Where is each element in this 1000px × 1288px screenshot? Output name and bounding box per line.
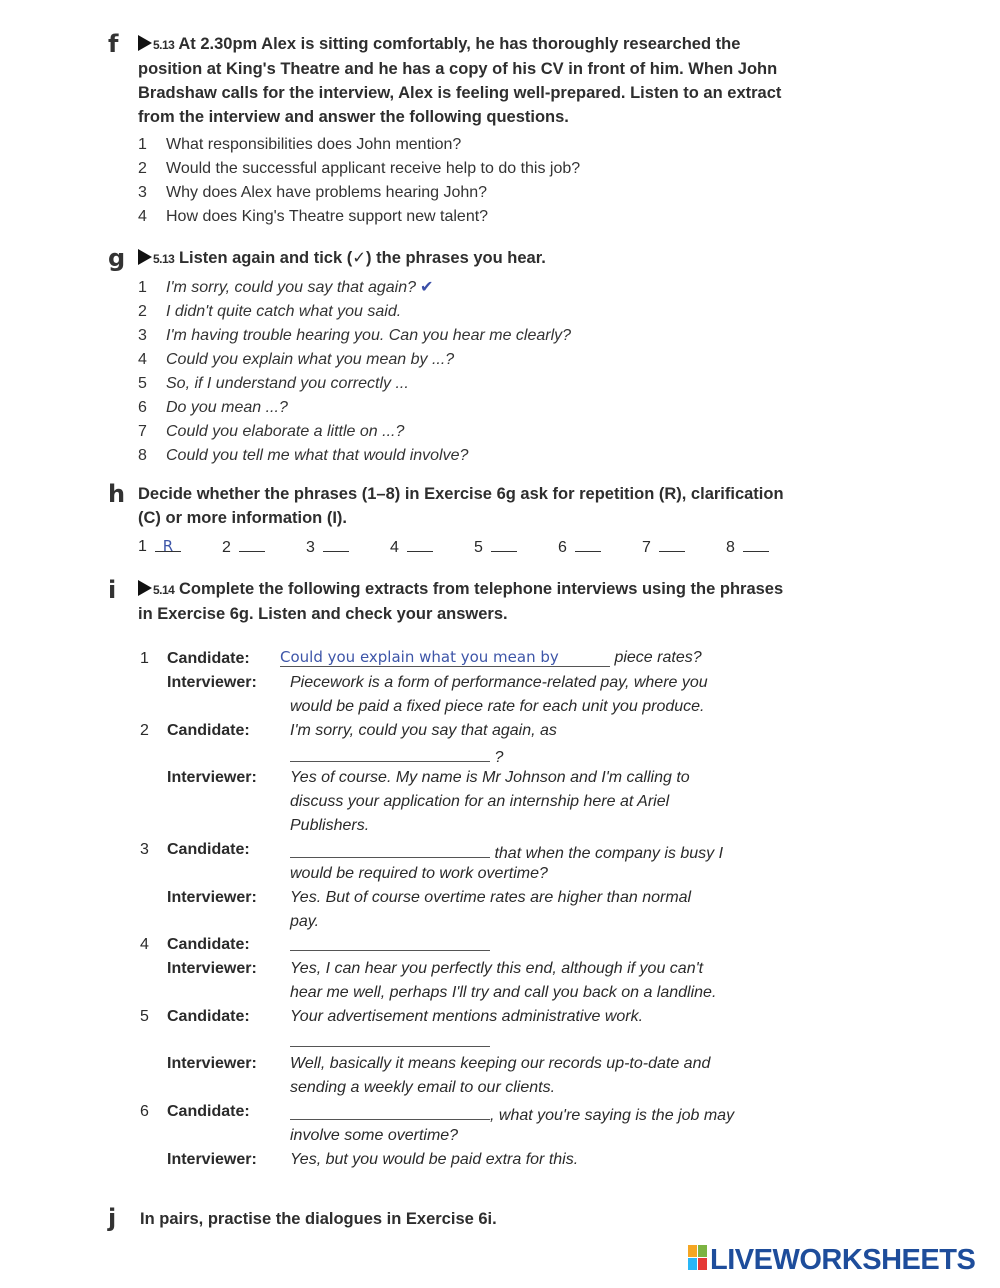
answer-input[interactable] bbox=[290, 934, 490, 951]
section-letter: g bbox=[108, 244, 126, 272]
dialogue-number: 4 bbox=[140, 936, 149, 953]
phrase-item[interactable] bbox=[138, 372, 571, 396]
phrase-list bbox=[138, 276, 571, 468]
answer-number: 4 bbox=[390, 539, 399, 556]
phrase-text: Could you tell me what that would involve? bbox=[166, 447, 469, 464]
interviewer-text: sending a weekly email to our clients. bbox=[290, 1079, 556, 1096]
interviewer-text: Yes. But of course overtime rates are higher than normal bbox=[290, 889, 692, 906]
phrase-text: I'm having trouble hearing you. Can you hear me clearly? bbox=[166, 327, 572, 344]
dialogue-number: 5 bbox=[140, 1008, 149, 1025]
play-icon[interactable] bbox=[138, 35, 152, 51]
candidate-label: Candidate: bbox=[167, 1103, 250, 1120]
candidate-line bbox=[290, 1030, 490, 1052]
candidate-label: Candidate: bbox=[167, 650, 250, 667]
answer-slot bbox=[558, 537, 601, 557]
phrase-number: 1 bbox=[138, 279, 147, 296]
phrase-text: Do you mean ...? bbox=[166, 399, 288, 416]
interviewer-text: would be paid a fixed piece rate for each unit you produce. bbox=[290, 698, 705, 715]
candidate-line bbox=[290, 841, 723, 863]
checkmark-icon: ✔ bbox=[420, 279, 434, 296]
instruction-text: At 2.30pm Alex is sitting comfortably, he has thoroughly researched the position at King's Theatre and he has a copy of his CV in front of him. When John Bradshaw calls for the interview, Alex is feeling well-prepared. Listen to an extract from the interview and answer the following questions. bbox=[138, 35, 782, 126]
candidate-text: would be required to work overtime? bbox=[290, 865, 548, 882]
track-number: 5.14 bbox=[153, 583, 175, 597]
phrase-text: I didn't quite catch what you said. bbox=[166, 303, 402, 320]
candidate-label: Candidate: bbox=[167, 936, 250, 953]
interviewer-label: Interviewer: bbox=[167, 674, 257, 691]
question-item bbox=[138, 205, 580, 229]
question-item bbox=[138, 133, 580, 157]
phrase-item[interactable] bbox=[138, 300, 571, 324]
interviewer-label: Interviewer: bbox=[167, 889, 257, 906]
answer-input[interactable]: R bbox=[155, 537, 181, 552]
question-item bbox=[138, 181, 580, 205]
track-number: 5.13 bbox=[153, 38, 175, 52]
candidate-line bbox=[280, 648, 702, 667]
phrase-item[interactable] bbox=[138, 444, 571, 468]
dialogue-number: 1 bbox=[140, 650, 149, 667]
candidate-line bbox=[290, 1103, 734, 1125]
question-number: 3 bbox=[138, 184, 147, 201]
interviewer-text: discuss your application for an internship here at Ariel bbox=[290, 793, 670, 810]
candidate-text: I'm sorry, could you say that again, as bbox=[290, 722, 557, 739]
answer-input[interactable] bbox=[290, 841, 490, 858]
answer-slot bbox=[474, 537, 517, 557]
answer-slot bbox=[306, 537, 349, 557]
section-letter: f bbox=[108, 30, 119, 58]
instruction bbox=[138, 32, 808, 129]
section-letter: h bbox=[108, 480, 126, 508]
answer-slot bbox=[642, 537, 685, 557]
answer-number: 3 bbox=[306, 539, 315, 556]
dialogue-number: 2 bbox=[140, 722, 149, 739]
phrase-item[interactable] bbox=[138, 348, 571, 372]
answer-input[interactable]: Could you explain what you mean by bbox=[280, 648, 610, 667]
phrase-item[interactable] bbox=[138, 420, 571, 444]
liveworksheets-logo-icon bbox=[688, 1245, 708, 1271]
answer-slot bbox=[726, 537, 769, 557]
phrase-text: Could you elaborate a little on ...? bbox=[166, 423, 405, 440]
interviewer-text: hear me well, perhaps I'll try and call you back on a landline. bbox=[290, 984, 717, 1001]
play-icon[interactable] bbox=[138, 580, 152, 596]
candidate-label: Candidate: bbox=[167, 1008, 250, 1025]
answer-number: 6 bbox=[558, 539, 567, 556]
interviewer-text: Yes of course. My name is Mr Johnson and I'm calling to bbox=[290, 769, 690, 786]
track-number: 5.13 bbox=[153, 252, 175, 266]
instruction: Decide whether the phrases (1–8) in Exercise 6g ask for repetition (R), clarification (C) or more information (I). bbox=[138, 485, 784, 527]
instruction-text: Complete the following extracts from telephone interviews using the phrases in Exercise 6g. Listen and check your answers. bbox=[138, 580, 784, 623]
phrase-number: 2 bbox=[138, 303, 147, 320]
question-text: How does King's Theatre support new talent? bbox=[166, 208, 489, 225]
phrase-item[interactable] bbox=[138, 396, 571, 420]
answer-number: 2 bbox=[222, 539, 231, 556]
instruction bbox=[138, 577, 798, 626]
answer-number: 5 bbox=[474, 539, 483, 556]
answer-number: 1 bbox=[138, 538, 147, 555]
answer-input[interactable] bbox=[575, 537, 601, 552]
question-list bbox=[138, 133, 580, 229]
liveworksheets-logo[interactable] bbox=[688, 1244, 975, 1277]
phrase-item[interactable] bbox=[138, 324, 571, 348]
question-number: 1 bbox=[138, 136, 147, 153]
question-text: What responsibilities does John mention? bbox=[166, 136, 462, 153]
question-text: Would the successful applicant receive help to do this job? bbox=[166, 160, 581, 177]
question-item bbox=[138, 157, 580, 181]
answer-input[interactable] bbox=[743, 537, 769, 552]
phrase-number: 6 bbox=[138, 399, 147, 416]
instruction: In pairs, practise the dialogues in Exercise 6i. bbox=[140, 1210, 497, 1228]
interviewer-text: Yes, I can hear you perfectly this end, although if you can't bbox=[290, 960, 704, 977]
interviewer-label: Interviewer: bbox=[167, 1151, 257, 1168]
candidate-line bbox=[290, 745, 503, 767]
interviewer-label: Interviewer: bbox=[167, 960, 257, 977]
phrase-number: 5 bbox=[138, 375, 147, 392]
brand-text: LIVEWORKSHEETS bbox=[710, 1244, 976, 1276]
answer-slot bbox=[222, 537, 265, 557]
question-text: Why does Alex have problems hearing John? bbox=[166, 184, 488, 201]
answer-input[interactable] bbox=[491, 537, 517, 552]
candidate-label: Candidate: bbox=[167, 841, 250, 858]
interviewer-label: Interviewer: bbox=[167, 1055, 257, 1072]
interviewer-text: Publishers. bbox=[290, 817, 370, 834]
dialogue-number: 6 bbox=[140, 1103, 149, 1120]
dialogue-number: 3 bbox=[140, 841, 149, 858]
question-number: 4 bbox=[138, 208, 147, 225]
interviewer-text: Piecework is a form of performance-related pay, where you bbox=[290, 674, 708, 691]
phrase-number: 4 bbox=[138, 351, 147, 368]
phrase-item[interactable] bbox=[138, 276, 571, 300]
candidate-text: that when the company is busy I bbox=[494, 845, 724, 862]
phrase-text: Could you explain what you mean by ...? bbox=[166, 351, 455, 368]
interviewer-text: Well, basically it means keeping our records up-to-date and bbox=[290, 1055, 711, 1072]
answer-input[interactable] bbox=[323, 537, 349, 552]
candidate-text: Your advertisement mentions administrative work. bbox=[290, 1008, 644, 1025]
answer-slot bbox=[390, 537, 433, 557]
interviewer-label: Interviewer: bbox=[167, 769, 257, 786]
answer-input[interactable] bbox=[659, 537, 685, 552]
answer-slot bbox=[138, 537, 181, 556]
answer-input[interactable] bbox=[407, 537, 433, 552]
answer-input[interactable] bbox=[290, 1103, 490, 1120]
section-letter: j bbox=[108, 1204, 117, 1232]
candidate-line bbox=[290, 934, 490, 956]
phrase-text: I'm sorry, could you say that again? bbox=[166, 279, 416, 296]
phrase-number: 8 bbox=[138, 447, 147, 464]
answer-input[interactable] bbox=[290, 1030, 490, 1047]
instruction bbox=[138, 246, 808, 271]
candidate-text: ? bbox=[494, 749, 504, 766]
answer-input[interactable] bbox=[239, 537, 265, 552]
interviewer-text: pay. bbox=[290, 913, 320, 930]
answer-number: 7 bbox=[642, 539, 651, 556]
question-number: 2 bbox=[138, 160, 147, 177]
candidate-label: Candidate: bbox=[167, 722, 250, 739]
phrase-text: So, if I understand you correctly ... bbox=[166, 375, 409, 392]
answer-number: 8 bbox=[726, 539, 735, 556]
instruction-text: Listen again and tick (✓) the phrases you hear. bbox=[178, 249, 546, 267]
candidate-text: piece rates? bbox=[614, 649, 702, 666]
play-icon[interactable] bbox=[138, 249, 152, 265]
section-letter: i bbox=[108, 576, 117, 604]
candidate-text: , what you're saying is the job may bbox=[490, 1107, 735, 1124]
phrase-number: 3 bbox=[138, 327, 147, 344]
phrase-number: 7 bbox=[138, 423, 147, 440]
interviewer-text: Yes, but you would be paid extra for this. bbox=[290, 1151, 579, 1168]
answer-input[interactable] bbox=[290, 745, 490, 762]
candidate-text: involve some overtime? bbox=[290, 1127, 459, 1144]
